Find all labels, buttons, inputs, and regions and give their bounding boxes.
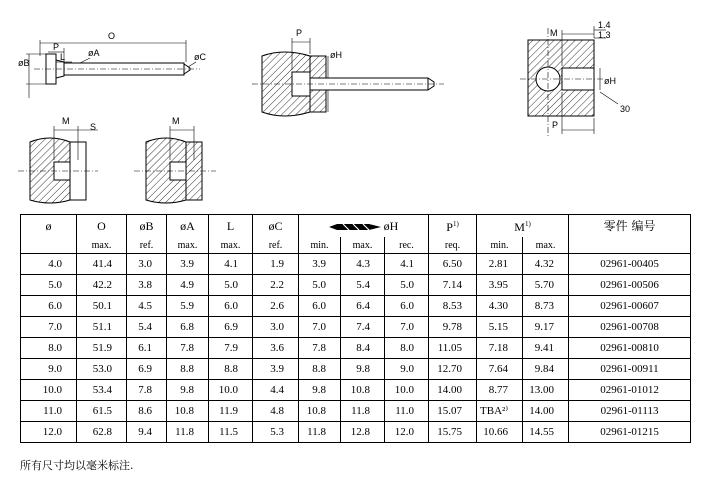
table-cell: 12.0 — [21, 422, 77, 443]
table-cell: 12.8 — [341, 422, 385, 443]
subheader-part — [569, 237, 691, 254]
table-cell: 7.8 — [167, 338, 209, 359]
table-cell: 8.8 — [299, 359, 341, 380]
table-row — [21, 380, 691, 401]
table-cell: 5.0 — [299, 275, 341, 296]
subheader-H-max: max. — [341, 237, 385, 254]
footnote: 所有尺寸均以毫米标注. — [20, 459, 134, 472]
subheader-H-rec: rec. — [385, 237, 429, 254]
table-cell: 7.18 — [477, 338, 523, 359]
header-B: øB — [127, 215, 167, 238]
subheader-B: ref. — [127, 237, 167, 254]
table-cell: 7.8 — [127, 380, 167, 401]
table-cell: 14.55 — [523, 422, 569, 443]
table-cell: 02961-00506 — [569, 275, 691, 296]
hole-drawing-1 — [18, 126, 98, 203]
subheader-P: req. — [429, 237, 477, 254]
table-cell: 5.0 — [21, 275, 77, 296]
table-cell: 4.1 — [209, 254, 253, 275]
table-cell: 9.4 — [127, 422, 167, 443]
table-cell: 2.81 — [477, 254, 523, 275]
table-cell: 8.77 — [477, 380, 523, 401]
table-cell: 3.0 — [253, 317, 299, 338]
table-cell: 14.00 — [523, 401, 569, 422]
table-cell: 3.9 — [253, 359, 299, 380]
table-cell: 13.00 — [523, 380, 569, 401]
table-cell: 11.8 — [341, 401, 385, 422]
label-1-3: 1.3 — [598, 30, 611, 40]
table-cell: 10.0 — [21, 380, 77, 401]
header-M: $M^{1)}$ — [477, 215, 569, 238]
table-cell: 3.8 — [127, 275, 167, 296]
table-row — [21, 254, 691, 275]
table-cell: 6.8 — [167, 317, 209, 338]
table-cell: 9.8 — [341, 359, 385, 380]
table-cell: 10.66 — [477, 422, 523, 443]
table-cell: 7.4 — [341, 317, 385, 338]
table-cell: 10.0 — [209, 380, 253, 401]
header-H-label: øH — [383, 218, 399, 233]
table-cell: 2.2 — [253, 275, 299, 296]
label-dA: øA — [88, 48, 100, 58]
label-M-3: M — [550, 28, 558, 38]
label-dC: øC — [194, 52, 206, 62]
table-cell: 51.9 — [77, 338, 127, 359]
header-L: L — [209, 215, 253, 238]
header-O: O — [77, 215, 127, 238]
table-cell: 6.0 — [385, 296, 429, 317]
table-cell: 50.1 — [77, 296, 127, 317]
table-cell: 5.15 — [477, 317, 523, 338]
subheader-A: max. — [167, 237, 209, 254]
table-cell: 41.4 — [77, 254, 127, 275]
label-M-2: M — [172, 116, 180, 126]
table-cell: 9.84 — [523, 359, 569, 380]
table-cell: 5.0 — [385, 275, 429, 296]
table-cell: 8.4 — [341, 338, 385, 359]
table-cell: 11.8 — [299, 422, 341, 443]
table-cell: 3.9 — [299, 254, 341, 275]
table-cell: 02961-00708 — [569, 317, 691, 338]
table-cell: 14.00 — [429, 380, 477, 401]
table-cell: 4.3 — [341, 254, 385, 275]
table-cell: 10.0 — [385, 380, 429, 401]
table-cell: 10.8 — [167, 401, 209, 422]
specification-table — [20, 214, 691, 443]
table-cell: 8.53 — [429, 296, 477, 317]
table-cell: 4.9 — [167, 275, 209, 296]
label-dB: øB — [18, 58, 30, 68]
table-row — [21, 296, 691, 317]
table-cell: 9.0 — [385, 359, 429, 380]
label-dH: øH — [330, 50, 342, 60]
label-P-3: P — [552, 120, 559, 130]
table-cell: 3.6 — [253, 338, 299, 359]
table-cell: 9.8 — [299, 380, 341, 401]
table-cell: 2.6 — [253, 296, 299, 317]
table-cell: 02961-00405 — [569, 254, 691, 275]
subheader-O: max. — [77, 237, 127, 254]
header-A: øA — [167, 215, 209, 238]
table-row — [21, 317, 691, 338]
table-cell: 7.8 — [299, 338, 341, 359]
table-cell: 6.9 — [127, 359, 167, 380]
label-dH-2: øH — [604, 76, 616, 86]
drill-icon — [329, 222, 381, 232]
table-row — [21, 401, 691, 422]
label-P: P — [53, 42, 60, 52]
table-cell: 5.3 — [253, 422, 299, 443]
table-cell: 11.8 — [167, 422, 209, 443]
label-1-4: 1.4 — [598, 20, 611, 30]
subheader-H-min: min. — [299, 237, 341, 254]
label-S: S — [90, 122, 97, 132]
table-row — [21, 359, 691, 380]
table-cell: 7.64 — [477, 359, 523, 380]
table-cell: 12.0 — [385, 422, 429, 443]
subheader-M-min: min. — [477, 237, 523, 254]
table-cell: 7.14 — [429, 275, 477, 296]
table-cell: 02961-01215 — [569, 422, 691, 443]
header-P: $P^{1)}$ — [429, 215, 477, 238]
table-cell: 4.32 — [523, 254, 569, 275]
table-cell: 11.0 — [385, 401, 429, 422]
table-cell: 11.9 — [209, 401, 253, 422]
subheader-L: max. — [209, 237, 253, 254]
table-cell: 7.9 — [209, 338, 253, 359]
technical-drawings — [0, 0, 704, 212]
table-cell: 3.9 — [167, 254, 209, 275]
table-cell: 62.8 — [77, 422, 127, 443]
table-cell: 4.5 — [127, 296, 167, 317]
header-C: øC — [253, 215, 299, 238]
table-cell: 11.05 — [429, 338, 477, 359]
table-row — [21, 422, 691, 443]
table-cell: 6.1 — [127, 338, 167, 359]
table-cell: 51.1 — [77, 317, 127, 338]
table-cell: 8.6 — [127, 401, 167, 422]
table-cell: 9.78 — [429, 317, 477, 338]
table-cell: 8.73 — [523, 296, 569, 317]
table-cell: 11.0 — [21, 401, 77, 422]
table-cell: 8.0 — [385, 338, 429, 359]
table-cell: 8.8 — [167, 359, 209, 380]
table-cell: TBA²⁾ — [477, 401, 523, 422]
table-cell: 1.9 — [253, 254, 299, 275]
hole-drawing-2 — [134, 126, 216, 203]
header-part-number: 零件 编号 — [569, 215, 691, 238]
table-cell: 53.4 — [77, 380, 127, 401]
table-cell: 5.4 — [341, 275, 385, 296]
installed-pin-drawing — [252, 38, 444, 116]
label-M-1: M — [62, 116, 70, 126]
table-cell: 11.5 — [209, 422, 253, 443]
table-cell: 02961-00607 — [569, 296, 691, 317]
table-cell: 6.0 — [21, 296, 77, 317]
subheader-C: ref. — [253, 237, 299, 254]
table-cell: 9.41 — [523, 338, 569, 359]
label-L: L — [60, 52, 66, 62]
table-row — [21, 338, 691, 359]
table-cell: 5.4 — [127, 317, 167, 338]
table-cell: 02961-00810 — [569, 338, 691, 359]
table-cell: 61.5 — [77, 401, 127, 422]
table-cell: 12.70 — [429, 359, 477, 380]
table-cell: 4.4 — [253, 380, 299, 401]
label-O: O — [108, 31, 116, 41]
table-cell: 6.0 — [299, 296, 341, 317]
table-cell: 8.8 — [209, 359, 253, 380]
subheader-M-max: max. — [523, 237, 569, 254]
table-cell: 9.17 — [523, 317, 569, 338]
table-cell: 4.0 — [21, 254, 77, 275]
table-cell: 9.8 — [167, 380, 209, 401]
header-H — [299, 215, 429, 238]
table-row — [21, 275, 691, 296]
table-cell: 5.70 — [523, 275, 569, 296]
table-cell: 4.1 — [385, 254, 429, 275]
table-cell: 10.8 — [341, 380, 385, 401]
table-cell: 7.0 — [21, 317, 77, 338]
table-cell: 02961-00911 — [569, 359, 691, 380]
table-cell: 15.75 — [429, 422, 477, 443]
label-P-2: P — [296, 28, 303, 38]
table-cell: 02961-01113 — [569, 401, 691, 422]
table-cell: 3.0 — [127, 254, 167, 275]
table-cell: 5.0 — [209, 275, 253, 296]
table-cell: 42.2 — [77, 275, 127, 296]
table-cell: 9.0 — [21, 359, 77, 380]
table-cell: 02961-01012 — [569, 380, 691, 401]
table-body — [21, 254, 691, 443]
label-30: 30 — [620, 104, 631, 114]
subheader-d — [21, 237, 77, 254]
table-cell: 15.07 — [429, 401, 477, 422]
table-cell: 10.8 — [299, 401, 341, 422]
table-cell: 6.0 — [209, 296, 253, 317]
table-cell: 6.50 — [429, 254, 477, 275]
table-cell: 6.9 — [209, 317, 253, 338]
table-cell: 4.8 — [253, 401, 299, 422]
table-cell: 7.0 — [299, 317, 341, 338]
table-cell: 6.4 — [341, 296, 385, 317]
header-diameter: ø — [21, 215, 77, 238]
table-cell: 4.30 — [477, 296, 523, 317]
table-cell: 53.0 — [77, 359, 127, 380]
table-cell: 8.0 — [21, 338, 77, 359]
table-cell: 7.0 — [385, 317, 429, 338]
table-cell: 5.9 — [167, 296, 209, 317]
table-cell: 3.95 — [477, 275, 523, 296]
